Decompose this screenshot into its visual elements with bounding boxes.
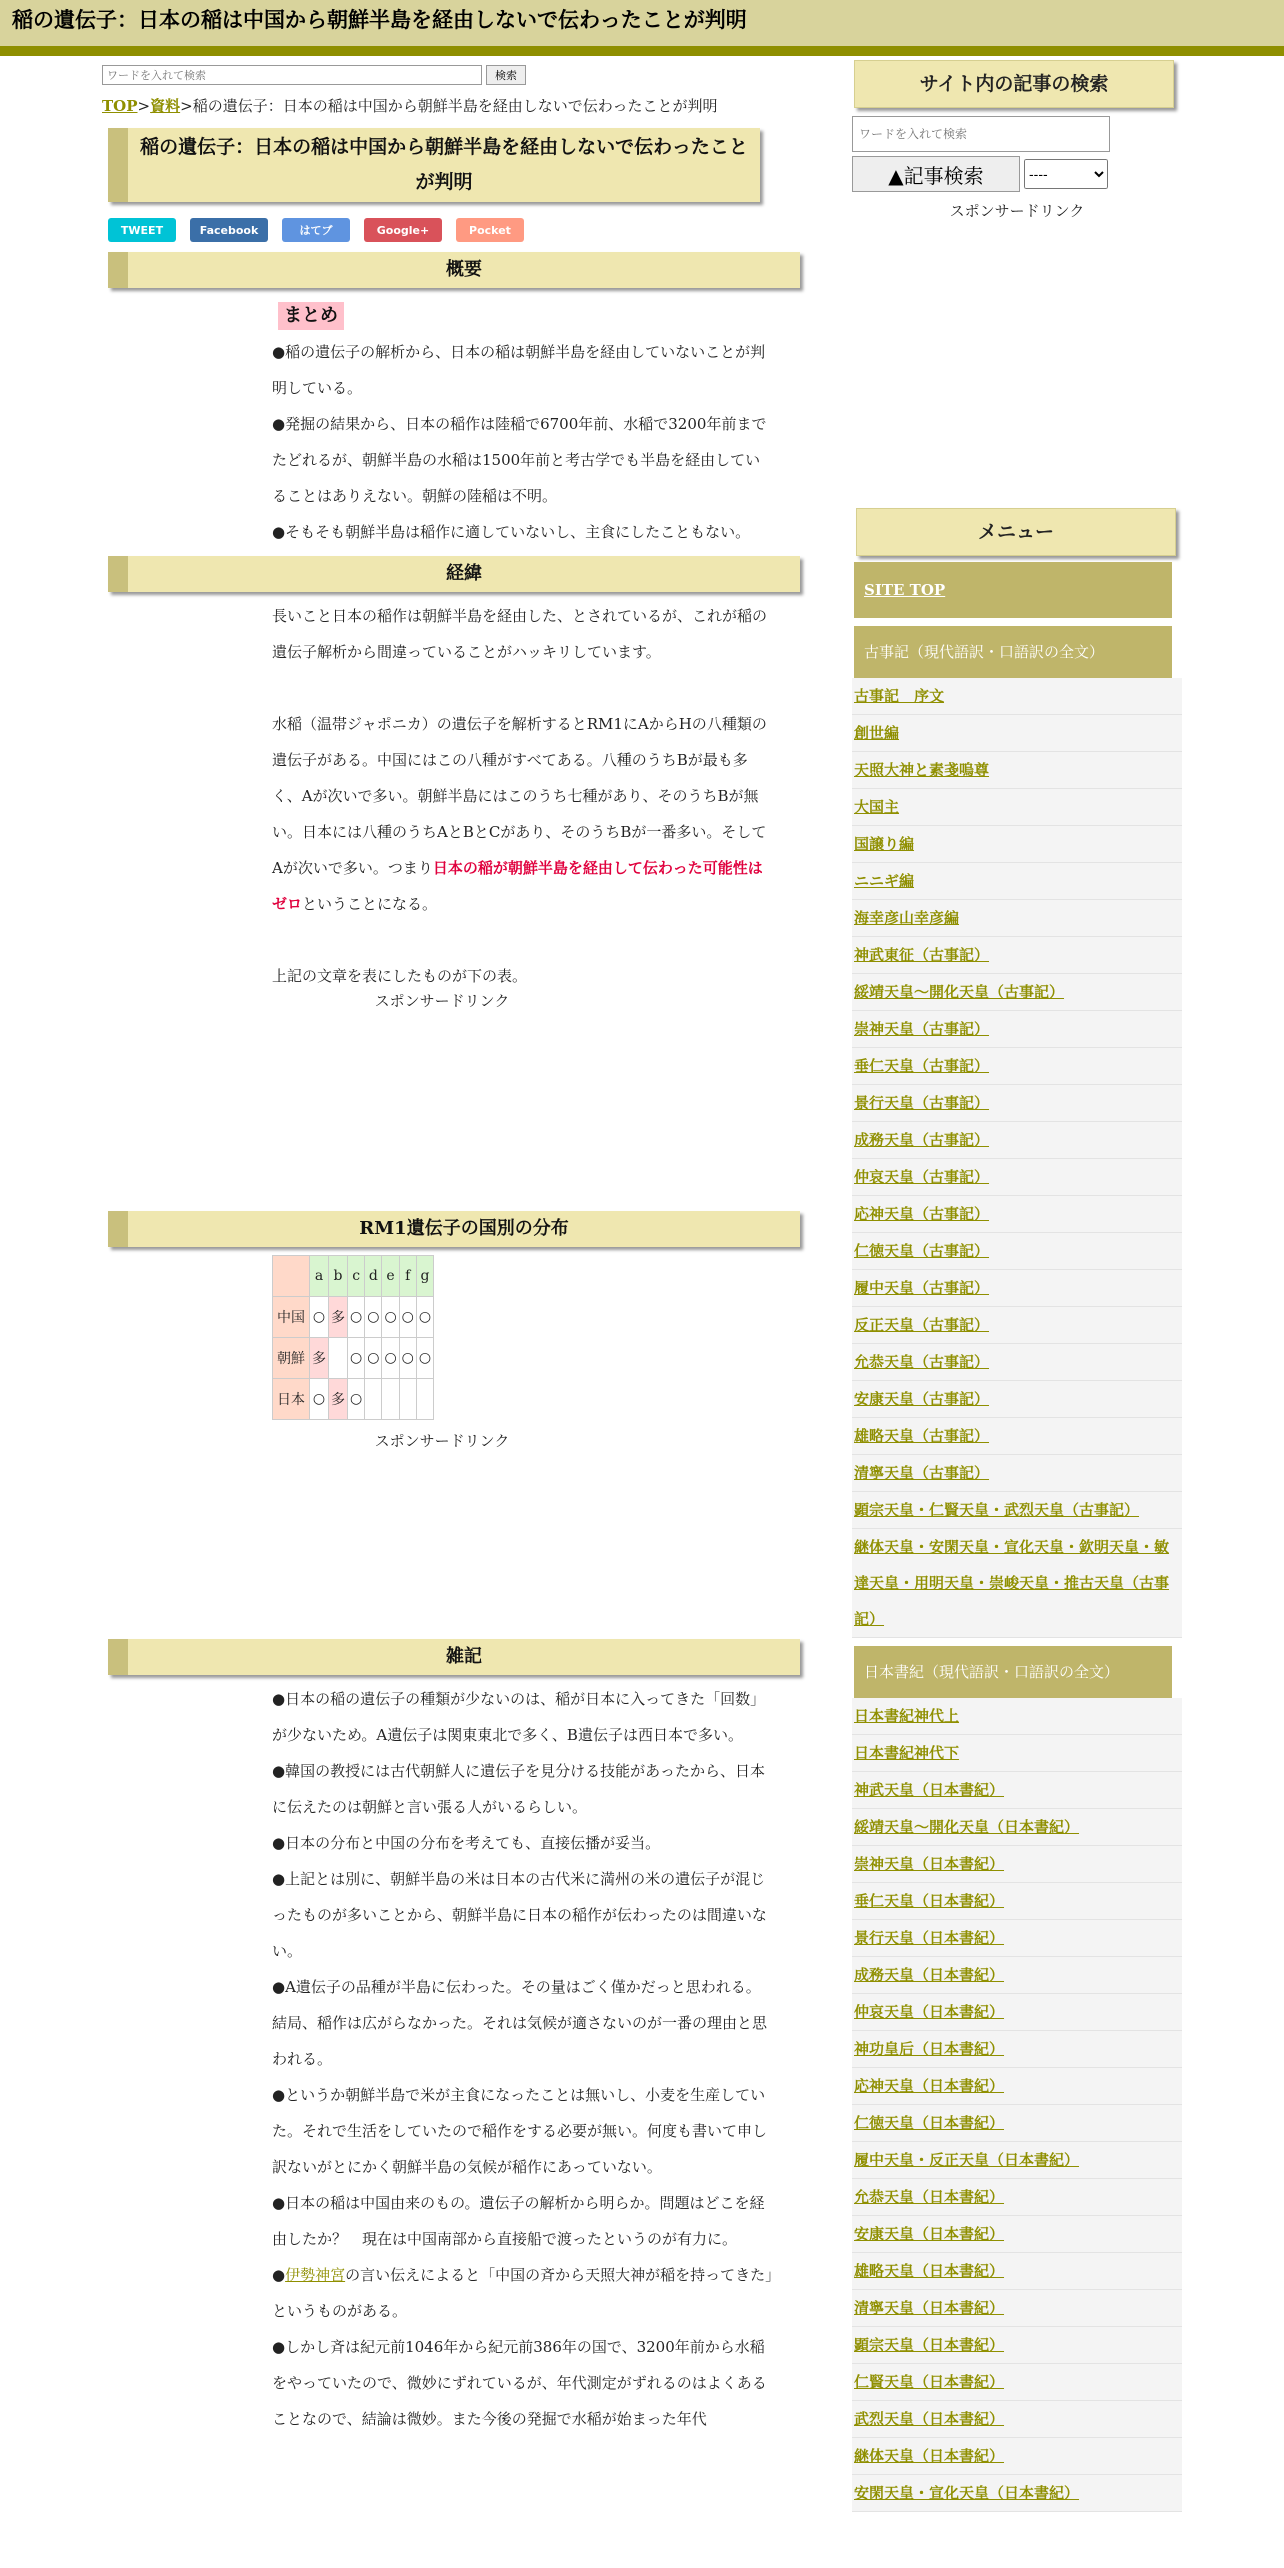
column-header: b <box>329 1256 348 1297</box>
breadcrumb <box>102 96 786 116</box>
nihonshoki-menu-item[interactable] <box>852 2364 1182 2401</box>
row-header: 日本 <box>273 1379 310 1420</box>
nihonshoki-menu-link[interactable]: 雄略天皇（日本書紀） <box>854 2262 1005 2280</box>
category-select[interactable] <box>1024 159 1108 189</box>
kojiki-menu-list <box>852 678 1182 1638</box>
nihonshoki-menu-link[interactable]: 安閑天皇・宣化天皇（日本書紀） <box>854 2484 1080 2502</box>
summary-item: ●発掘の結果から、日本の稲作は陸稲で6700年前、水稲で3200年前までたどれるが、朝鮮半島の水稲は1500年前と考古学でも半島を経由していることはありえない。朝鮮の陸稲は不明。 <box>272 415 767 505</box>
sponsor-label: スポンサードリンク <box>374 1432 510 1450</box>
kojiki-menu-item[interactable] <box>852 974 1182 1011</box>
breadcrumb-current: 稲の遺伝子：日本の稲は中国から朝鮮半島を経由しないで伝わったことが判明 <box>192 97 718 115</box>
kojiki-menu-link[interactable]: 安康天皇（古事記） <box>854 1390 990 1408</box>
background-paragraph: 長いこと日本の稲作は朝鮮半島を経由した、とされているが、これが稲の遺伝子解析から間違っていることがハッキリしています。 <box>272 607 768 661</box>
summary-item: ●稲の遺伝子の解析から、日本の稲は朝鮮半島を経由していないことが判明している。 <box>272 343 766 397</box>
table-corner <box>273 1256 310 1297</box>
hatena-bookmark-button[interactable]: はてブ <box>282 218 350 242</box>
nihonshoki-menu-link[interactable]: 允恭天皇（日本書紀） <box>854 2188 1005 2206</box>
article-search-button[interactable]: ▲記事検索 <box>852 156 1020 192</box>
kojiki-menu-item[interactable] <box>852 789 1182 826</box>
kojiki-menu-link[interactable]: 顕宗天皇・仁賢天皇・武烈天皇（古事記） <box>854 1501 1140 1519</box>
kojiki-menu-link[interactable]: 景行天皇（古事記） <box>854 1094 990 1112</box>
sidebar-search-heading: サイト内の記事の検索 <box>854 60 1174 108</box>
background-paragraph <box>272 706 774 922</box>
table-cell: ○ <box>365 1297 382 1338</box>
kojiki-menu-item[interactable] <box>852 1418 1182 1455</box>
nihonshoki-menu-link[interactable]: 武烈天皇（日本書紀） <box>854 2410 1005 2428</box>
nihonshoki-menu-link[interactable]: 安康天皇（日本書紀） <box>854 2225 1005 2243</box>
breadcrumb-separator: > <box>180 97 193 115</box>
facebook-button[interactable]: Facebook <box>190 218 268 242</box>
pocket-button[interactable]: Pocket <box>456 218 524 242</box>
search-button[interactable]: 検索 <box>486 65 526 85</box>
site-header <box>0 0 1284 56</box>
kojiki-menu-item[interactable] <box>852 1196 1182 1233</box>
kojiki-menu-link[interactable]: 仁徳天皇（古事記） <box>854 1242 990 1260</box>
column-header: c <box>348 1256 365 1297</box>
kojiki-menu-item[interactable] <box>852 715 1182 752</box>
kojiki-menu-item[interactable] <box>852 937 1182 974</box>
background-text: ということになる。 <box>302 895 438 913</box>
notes-item: ●というか朝鮮半島で米が主食になったことは無いし、小麦を生産していた。それで生活をしていたので稲作をする必要が無い。何度も書いて申し訳ないがとにかく朝鮮半島の気候が稲作にあっていない。 <box>272 2086 768 2176</box>
main-column <box>102 64 786 2437</box>
nihonshoki-menu-item[interactable] <box>852 1994 1182 2031</box>
table-row <box>273 1338 434 1379</box>
table-cell <box>365 1379 382 1420</box>
table-cell: 多 <box>310 1338 329 1379</box>
nihonshoki-menu-link[interactable]: 崇神天皇（日本書紀） <box>854 1855 1005 1873</box>
column-header: f <box>399 1256 416 1297</box>
nihonshoki-menu-item[interactable] <box>852 2068 1182 2105</box>
search-bar <box>102 64 786 86</box>
nihonshoki-menu-link[interactable]: 顕宗天皇（日本書紀） <box>854 2336 1005 2354</box>
nihonshoki-menu-item[interactable] <box>852 1920 1182 1957</box>
kojiki-menu-item[interactable] <box>852 678 1182 715</box>
nihonshoki-menu-link[interactable]: 成務天皇（日本書紀） <box>854 1966 1005 1984</box>
menu-category-kojiki: 古事記（現代語訳・口語訳の全文） <box>854 626 1172 678</box>
kojiki-menu-link[interactable]: 神武東征（古事記） <box>854 946 990 964</box>
column-header: a <box>310 1256 329 1297</box>
nihonshoki-menu-link[interactable]: 仁徳天皇（日本書紀） <box>854 2114 1005 2132</box>
table-cell: ○ <box>365 1338 382 1379</box>
column-header: e <box>382 1256 399 1297</box>
breadcrumb-top-link[interactable]: TOP <box>102 97 138 115</box>
kojiki-menu-link[interactable]: 垂仁天皇（古事記） <box>854 1057 990 1075</box>
sidebar-menu <box>852 508 1182 2512</box>
sidebar <box>852 60 1180 2502</box>
kojiki-menu-link[interactable]: 継体天皇・安閑天皇・宣化天皇・欽明天皇・敏達天皇・用明天皇・崇峻天皇・推古天皇（古事記） <box>854 1538 1170 1628</box>
kojiki-menu-item[interactable] <box>852 1159 1182 1196</box>
kojiki-menu-link[interactable]: 創世編 <box>854 724 900 742</box>
kojiki-menu-item[interactable] <box>852 1381 1182 1418</box>
background-content <box>272 598 774 994</box>
table-cell <box>416 1379 433 1420</box>
kojiki-menu-item[interactable] <box>852 1085 1182 1122</box>
share-buttons <box>108 218 786 242</box>
kojiki-menu-item[interactable] <box>852 863 1182 900</box>
page-title: 稲の遺伝子：日本の稲は中国から朝鮮半島を経由しないで伝わったことが判明 <box>12 7 747 32</box>
notes-content <box>272 1681 774 2437</box>
menu-site-top[interactable]: SITE TOP <box>854 562 1172 618</box>
nihonshoki-menu-link[interactable]: 垂仁天皇（日本書紀） <box>854 1892 1005 1910</box>
section-heading-distribution: RM1遺伝子の国別の分布 <box>108 1211 800 1247</box>
kojiki-menu-link[interactable]: 大国主 <box>854 798 900 816</box>
table-cell: ○ <box>382 1297 399 1338</box>
notes-text: の言い伝えによると「中国の斉から天照大神が稲を持ってきた」というものがある。 <box>272 2266 773 2320</box>
nihonshoki-menu-item[interactable] <box>852 2438 1182 2475</box>
nihonshoki-menu-link[interactable]: 継体天皇（日本書紀） <box>854 2447 1005 2465</box>
table-row <box>273 1379 434 1420</box>
nihonshoki-menu-link[interactable]: 綏靖天皇～開化天皇（日本書紀） <box>854 1818 1080 1836</box>
kojiki-menu-item[interactable] <box>852 900 1182 937</box>
nihonshoki-menu-link[interactable]: 清寧天皇（日本書紀） <box>854 2299 1005 2317</box>
kojiki-menu-item[interactable] <box>852 1307 1182 1344</box>
nihonshoki-menu-item[interactable] <box>852 2179 1182 2216</box>
kojiki-menu-link[interactable]: 国譲り編 <box>854 835 915 853</box>
kojiki-menu-link[interactable]: 海幸彦山幸彦編 <box>854 909 960 927</box>
kojiki-menu-link[interactable]: 古事記 序文 <box>854 687 945 705</box>
nihonshoki-menu-item[interactable] <box>852 2142 1182 2179</box>
summary-tag: まとめ <box>278 302 344 330</box>
nihonshoki-menu-link[interactable]: 日本書紀神代上 <box>854 1707 960 1725</box>
kojiki-menu-link[interactable]: 綏靖天皇～開化天皇（古事記） <box>854 983 1065 1001</box>
kojiki-menu-item[interactable] <box>852 1529 1182 1638</box>
kojiki-menu-link[interactable]: ニニギ編 <box>854 872 915 890</box>
row-header: 朝鮮 <box>273 1338 310 1379</box>
nihonshoki-menu-list <box>852 1698 1182 2512</box>
kojiki-menu-link[interactable]: 履中天皇（古事記） <box>854 1279 990 1297</box>
nihonshoki-menu-item[interactable] <box>852 2105 1182 2142</box>
kojiki-menu-item[interactable] <box>852 1492 1182 1529</box>
kojiki-menu-item[interactable] <box>852 826 1182 863</box>
column-header: g <box>416 1256 433 1297</box>
notes-item: ●日本の稲は中国由来のもの。遺伝子の解析から明らか。問題はどこを経由したか？ 現在は中国南部から直接船で渡ったというのが有力に。 <box>272 2194 765 2248</box>
background-paragraph: 上記の文章を表にしたものが下の表。 <box>272 967 528 985</box>
nihonshoki-menu-item[interactable] <box>852 2475 1182 2512</box>
notes-item: ●韓国の教授には古代朝鮮人に遺伝子を見分ける技能があったから、日本に伝えたのは朝鮮と言い張る人がいるらしい。 <box>272 1762 765 1816</box>
table-header-row <box>273 1256 434 1297</box>
table-cell: ○ <box>348 1338 365 1379</box>
section-heading-notes: 雑記 <box>108 1639 800 1675</box>
section-heading-summary: 概要 <box>108 252 800 288</box>
table-cell: ○ <box>310 1297 329 1338</box>
table-cell: ○ <box>348 1297 365 1338</box>
nihonshoki-menu-link[interactable]: 神功皇后（日本書紀） <box>854 2040 1005 2058</box>
distribution-table <box>272 1255 434 1420</box>
notes-item: ●日本の分布と中国の分布を考えても、直接伝播が妥当。 <box>272 1834 661 1852</box>
google-plus-button[interactable]: Google+ <box>364 218 442 242</box>
nihonshoki-menu-item[interactable] <box>852 1772 1182 1809</box>
nihonshoki-menu-item[interactable] <box>852 1957 1182 1994</box>
table-cell: ○ <box>399 1338 416 1379</box>
breadcrumb-separator: > <box>137 97 151 115</box>
kojiki-menu-link[interactable]: 成務天皇（古事記） <box>854 1131 990 1149</box>
kojiki-menu-item[interactable] <box>852 1344 1182 1381</box>
kojiki-menu-link[interactable]: 仲哀天皇（古事記） <box>854 1168 990 1186</box>
nihonshoki-menu-item[interactable] <box>852 2031 1182 2068</box>
tweet-button[interactable]: TWEET <box>108 218 176 242</box>
ise-jingu-link[interactable]: 伊勢神宮 <box>285 2266 346 2284</box>
article-title: 稲の遺伝子：日本の稲は中国から朝鮮半島を経由しないで伝わったことが判明 <box>108 128 760 202</box>
sidebar-search-controls <box>852 156 1180 192</box>
notes-item <box>272 2257 774 2329</box>
table-row <box>273 1297 434 1338</box>
sidebar-search-input[interactable] <box>852 116 1110 152</box>
kojiki-menu-link[interactable]: 応神天皇（古事記） <box>854 1205 990 1223</box>
table-cell: ○ <box>416 1338 433 1379</box>
background-text: 水稲（温帯ジャポニカ）の遺伝子を解析するとRM1にAからHの八種類の遺伝子がある。中国にはこの八種がすべてある。八種のうちBが最も多く、Aが次いで多い。朝鮮半島にはこのうち七種があり、そのうちBが無い。日本には八種のうちAとBとCがあり、そのうちBが一番多い。そしてAが次いで多い。つまり <box>272 715 767 877</box>
nihonshoki-menu-item[interactable] <box>852 2327 1182 2364</box>
section-heading-background: 経緯 <box>108 556 800 592</box>
breadcrumb-section-link[interactable]: 資料 <box>150 97 181 115</box>
table-cell: 多 <box>329 1379 348 1420</box>
table-cell: 多 <box>329 1297 348 1338</box>
kojiki-menu-item[interactable] <box>852 752 1182 789</box>
nihonshoki-menu-link[interactable]: 日本書紀神代下 <box>854 1744 960 1762</box>
notes-item: ●A遺伝子の品種が半島に伝わった。その量はごく僅かだっと思われる。結局、稲作は広がらなかった。それは気候が適さないのが一番の理由と思われる。 <box>272 1978 768 2068</box>
table-cell <box>399 1379 416 1420</box>
column-header: d <box>365 1256 382 1297</box>
table-cell: ○ <box>310 1379 329 1420</box>
kojiki-menu-item[interactable] <box>852 1048 1182 1085</box>
notes-item: ●日本の稲の遺伝子の種類が少ないのは、稲が日本に入ってきた「回数」が少ないため。A遺伝子は関東東北で多く、B遺伝子は西日本で多い。 <box>272 1690 766 1744</box>
table-cell: ○ <box>382 1338 399 1379</box>
nihonshoki-menu-link[interactable]: 履中天皇・反正天皇（日本書紀） <box>854 2151 1080 2169</box>
kojiki-menu-link[interactable]: 清寧天皇（古事記） <box>854 1464 990 1482</box>
nihonshoki-menu-item[interactable] <box>852 1846 1182 1883</box>
nihonshoki-menu-item[interactable] <box>852 1809 1182 1846</box>
menu-category-nihonshoki: 日本書紀（現代語訳・口語訳の全文） <box>854 1646 1172 1698</box>
kojiki-menu-item[interactable] <box>852 1122 1182 1159</box>
sidebar-sponsor-label: スポンサードリンク <box>949 202 1085 220</box>
kojiki-menu-link[interactable]: 雄略天皇（古事記） <box>854 1427 990 1445</box>
kojiki-menu-item[interactable] <box>852 1011 1182 1048</box>
kojiki-menu-item[interactable] <box>852 1455 1182 1492</box>
notes-item: ●しかし斉は紀元前1046年から紀元前386年の国で、3200年前から水稲をやっていたので、微妙にずれているが、年代測定がずれるのはよくあることなので、結論は微妙。また今後の発掘で水稲が始まった年代 <box>272 2338 767 2428</box>
nihonshoki-menu-item[interactable] <box>852 1883 1182 1920</box>
table-cell: ○ <box>399 1297 416 1338</box>
menu-heading: メニュー <box>856 508 1176 556</box>
kojiki-menu-link[interactable]: 反正天皇（古事記） <box>854 1316 990 1334</box>
nihonshoki-menu-link[interactable]: 仲哀天皇（日本書紀） <box>854 2003 1005 2021</box>
nihonshoki-menu-link[interactable]: 応神天皇（日本書紀） <box>854 2077 1005 2095</box>
summary-content <box>272 298 774 550</box>
notes-item: ●上記とは別に、朝鮮半島の米は日本の古代米に満州の米の遺伝子が混じったものが多いことから、朝鮮半島に日本の稲作が伝わったのは間違いない。 <box>272 1870 767 1960</box>
kojiki-menu-item[interactable] <box>852 1233 1182 1270</box>
nihonshoki-menu-item[interactable] <box>852 2216 1182 2253</box>
table-cell <box>329 1338 348 1379</box>
kojiki-menu-link[interactable]: 天照大神と素戔嗚尊 <box>854 761 990 779</box>
summary-item: ●そもそも朝鮮半島は稲作に適していないし、主食にしたこともない。 <box>272 523 751 541</box>
search-input[interactable] <box>102 65 482 85</box>
table-cell: ○ <box>348 1379 365 1420</box>
nihonshoki-menu-link[interactable]: 神武天皇（日本書紀） <box>854 1781 1005 1799</box>
nihonshoki-menu-link[interactable]: 景行天皇（日本書紀） <box>854 1929 1005 1947</box>
background-highlight: 日本の稲が朝鮮半島を経由して伝わった可能性はゼロ <box>272 859 763 913</box>
kojiki-menu-link[interactable]: 允恭天皇（古事記） <box>854 1353 990 1371</box>
kojiki-menu-item[interactable] <box>852 1270 1182 1307</box>
sponsor-label: スポンサードリンク <box>374 992 510 1010</box>
nihonshoki-menu-item[interactable] <box>852 2401 1182 2438</box>
nihonshoki-menu-item[interactable] <box>852 1735 1182 1772</box>
table-cell: ○ <box>416 1297 433 1338</box>
row-header: 中国 <box>273 1297 310 1338</box>
notes-bullet: ● <box>272 2266 286 2284</box>
nihonshoki-menu-item[interactable] <box>852 2290 1182 2327</box>
nihonshoki-menu-link[interactable]: 仁賢天皇（日本書紀） <box>854 2373 1005 2391</box>
table-cell <box>382 1379 399 1420</box>
nihonshoki-menu-item[interactable] <box>852 2253 1182 2290</box>
kojiki-menu-link[interactable]: 崇神天皇（古事記） <box>854 1020 990 1038</box>
nihonshoki-menu-item[interactable] <box>852 1698 1182 1735</box>
